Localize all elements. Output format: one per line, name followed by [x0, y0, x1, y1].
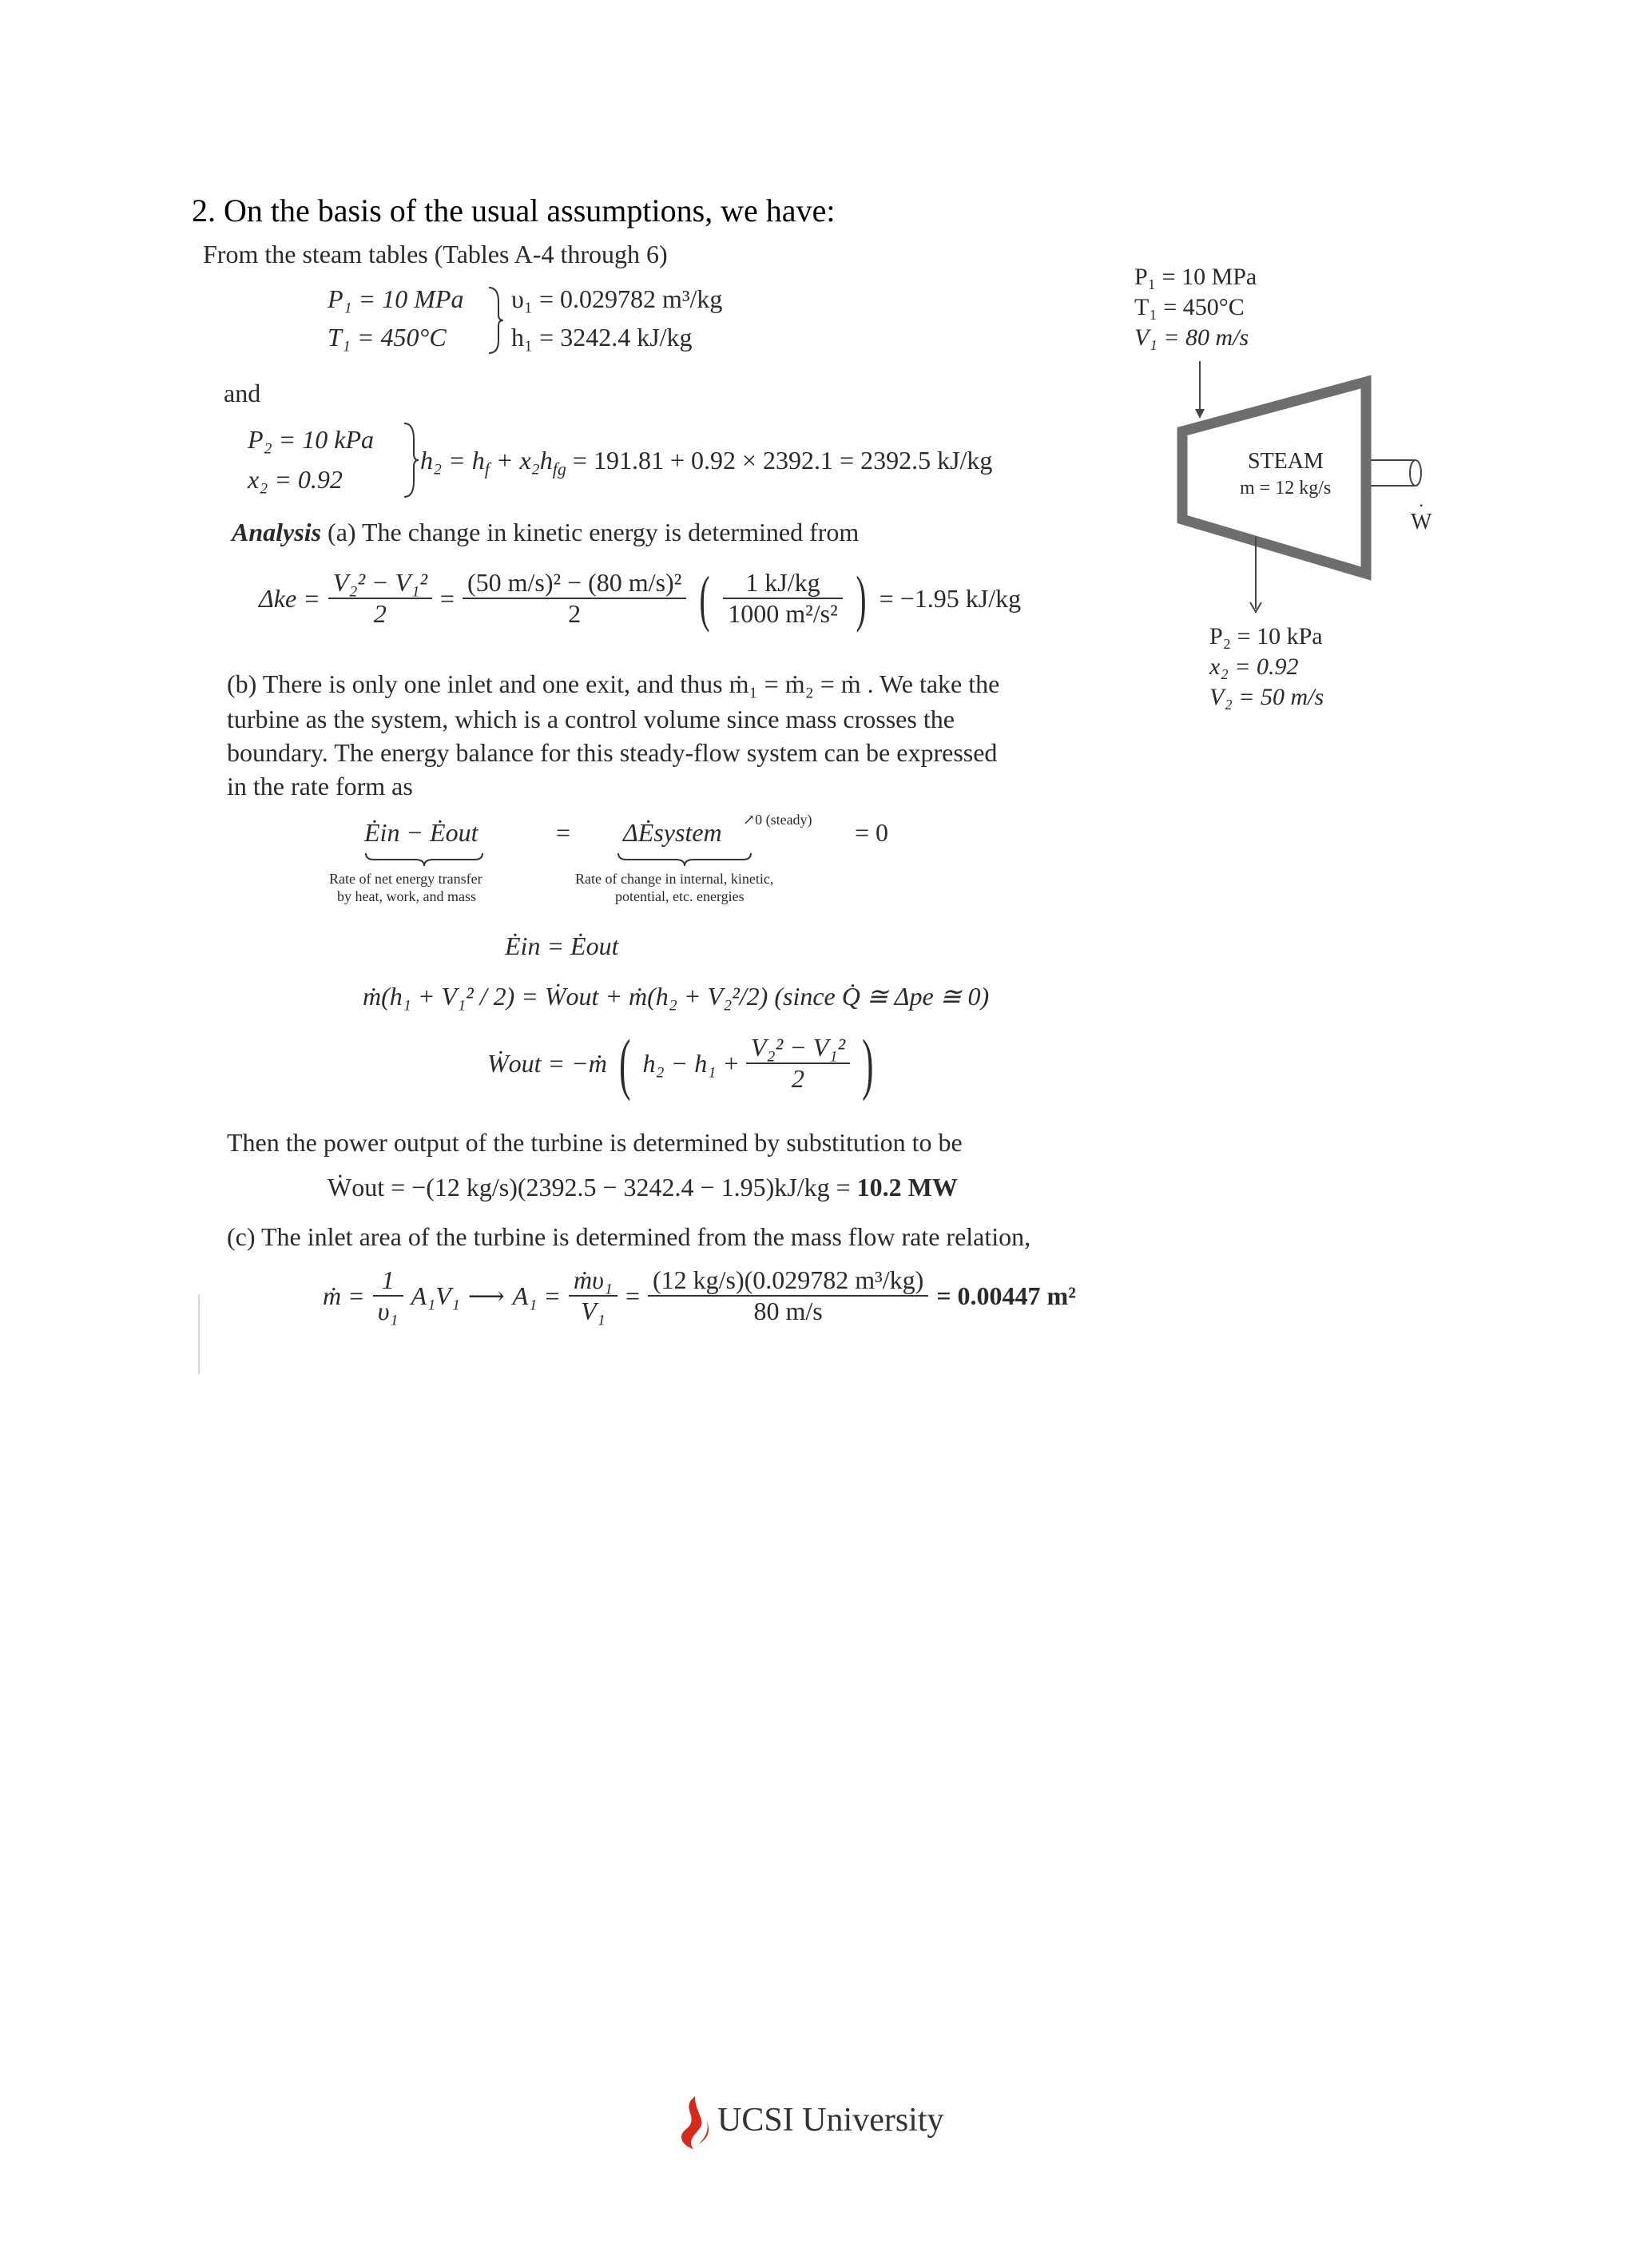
turbine-diagram	[1134, 264, 1438, 743]
state2-brace	[401, 422, 420, 498]
diagram-mass-flow: m = 12 kg/s	[1240, 478, 1332, 498]
energy-balance-zero: = 0	[855, 818, 889, 847]
and-label: and	[224, 379, 261, 407]
university-name: UCSI University	[717, 2102, 944, 2139]
state1-enthalpy: h₁ = 3242.4 kJ/kg	[511, 323, 693, 352]
power-output-text: Then the power output of the turbine is determined by substitution to be	[227, 1128, 963, 1157]
part-b-line3: boundary. The energy balance for this steady-flow system can be expressed	[227, 738, 998, 767]
kinetic-energy-equation: Δke = $\frac{\text{V₂² − V₁²}}{2}$ = $\frac{\text{(50 m/s)² − (80 m/s)²}}{2}$ ( $\frac{1 kJ/kg}{\text{1000 m²/s²}}$ ) = −1.95 kJ/kg	[259, 563, 1022, 633]
diagram-inlet-pressure: P₁ = 10 MPa	[1134, 264, 1257, 290]
energy-balance-rhs: ΔĖsystem	[623, 818, 722, 847]
diagram-work-label: · W	[1411, 495, 1432, 534]
shaft-end	[1410, 460, 1421, 486]
inlet-arrow-head	[1195, 409, 1205, 419]
steady-note: ↗0 (steady)	[743, 812, 812, 828]
under-lhs-text-1: Rate of net energy transfer	[329, 871, 482, 887]
state1-pressure: P₁ = 10 MPa	[328, 284, 464, 313]
part-b-line4: in the rate form as	[227, 772, 413, 800]
solution-block	[192, 240, 1198, 1374]
diagram-inlet-velocity: V₁ = 80 m/s	[1134, 324, 1249, 351]
part-b-line2: turbine as the system, which is a control volume since mass crosses the	[227, 705, 955, 733]
diagram-inlet-temperature: T₁ = 450°C	[1134, 294, 1245, 320]
inlet-area-equation: ṁ = $\frac{1}{\text{υ₁}}$ A₁V₁ ⟶ A₁ = $\frac{\text{ṁυ₁}}{\text{V₁}}$ = $\frac{\text{(12 kg/s)(0.029782 m³/kg)}}{80 m/s}$ = 0.00447 m²	[323, 1265, 1076, 1325]
steam-tables-intro: From the steam tables (Tables A-4 through 6)	[203, 240, 668, 268]
page-heading: 2. On the basis of the usual assumptions, we have:	[192, 193, 836, 228]
under-rhs-text-2: potential, etc. energies	[615, 888, 745, 904]
work-output-equation: Ẇout = −ṁ ( h₂ − h₁ + $\frac{\text{V₂² − V₁²}}{2}$ )	[487, 1025, 874, 1102]
diagram-outlet-quality: x₂ = 0.92	[1209, 653, 1299, 680]
energy-balance-equals: =	[556, 818, 571, 847]
left-margin-line	[198, 1294, 200, 1374]
diagram-outlet-velocity: V₂ = 50 m/s	[1209, 684, 1324, 710]
analysis-a-line: Analysis (a) The change in kinetic energy is determined from	[232, 518, 860, 546]
under-lhs-text-2: by heat, work, and mass	[337, 888, 476, 904]
diagram-outlet-pressure: P₂ = 10 kPa	[1209, 623, 1323, 649]
under-rhs-text-1: Rate of change in internal, kinetic,	[575, 871, 774, 887]
energy-in-equals-out: Ėin = Ėout	[505, 931, 619, 960]
state2-enthalpy-equation: $h_2 = h_f + x_2h_{fg} = 191.81 + 0.92 \times 2392.1 = 2392.5$ kJ/kg	[420, 446, 993, 479]
state1-temperature: T₁ = 450°C	[328, 323, 447, 352]
ucsi-university-logo	[671, 2093, 991, 2157]
under-brace-lhs	[364, 852, 484, 868]
under-brace-rhs	[617, 852, 752, 868]
flame-icon	[671, 2093, 716, 2157]
part-c-text: (c) The inlet area of the turbine is determined from the mass flow rate relation,	[227, 1222, 1031, 1251]
energy-balance-lhs: Ėin − Ėout	[364, 818, 478, 847]
power-output-equation: Ẇout = −(12 kg/s)(2392.5 − 3242.4 − 1.95)kJ/kg = 10.2 MW	[328, 1173, 958, 1202]
state1-brace	[486, 286, 505, 355]
steady-flow-energy-equation: ṁ(h₁ + V₁² / 2) = Ẇout + ṁ(h₂ + V₂²/2) (since Q̇ ≅ Δpe ≅ 0)	[363, 982, 990, 1011]
state2-pressure: P₂ = 10 kPa	[248, 425, 375, 454]
diagram-steam-label: STEAM	[1248, 449, 1324, 474]
part-b-line1: (b) There is only one inlet and one exit, and thus ṁ₁ = ṁ₂ = ṁ . We take the	[227, 669, 1000, 698]
state1-specific-volume: υ₁ = 0.029782 m³/kg	[511, 284, 723, 313]
state2-quality: x₂ = 0.92	[248, 465, 343, 494]
